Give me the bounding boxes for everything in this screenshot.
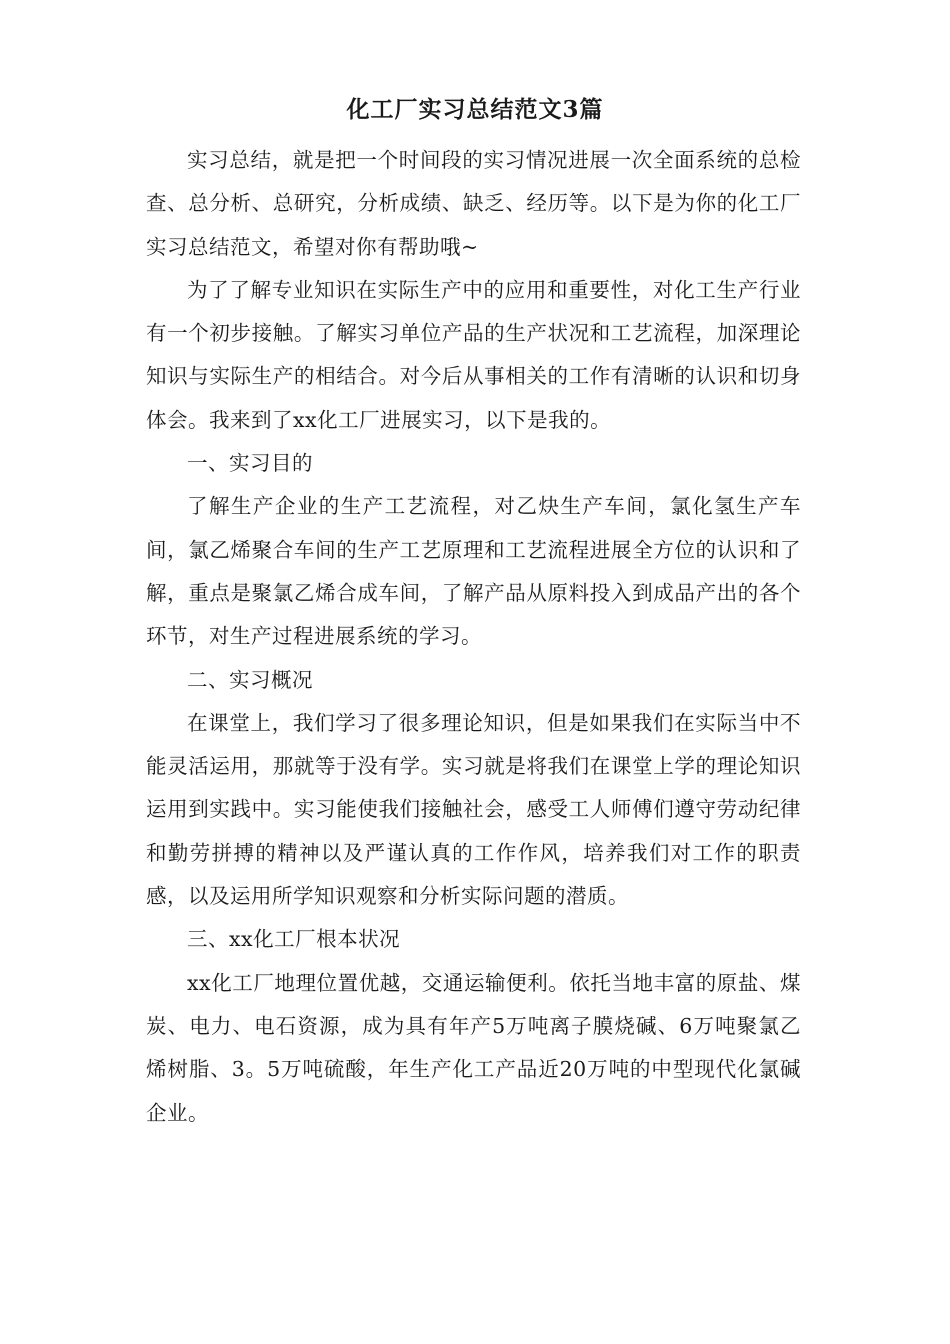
paragraph-purpose-intro: 为了了解专业知识在实际生产中的应用和重要性，对化工生产行业有一个初步接触。了解实习单位产品的生产状况和工艺流程，加深理论知识与实际生产的相结合。对今后从事相关的工作有清晰的认识和切身体会。我来到了xx化工厂进展实习，以下是我的。 bbox=[146, 277, 801, 432]
section-heading-overview: 二、实习概况 bbox=[187, 667, 313, 692]
paragraph-factory: xx化工厂地理位置优越，交通运输便利。依托当地丰富的原盐、煤炭、电力、电石资源，成为具有年产5万吨离子膜烧碱、6万吨聚氯乙烯树脂、3。5万吨硫酸，年生产化工产品近20万吨的中型现代化氯碱企业。 bbox=[146, 970, 801, 1125]
paragraph-objectives: 了解生产企业的生产工艺流程，对乙炔生产车间，氯化氢生产车间，氯乙烯聚合车间的生产工艺原理和工艺流程进展全方位的认识和了解，重点是聚氯乙烯合成车间，了解产品从原料投入到成品产出的各个环节，对生产过程进展系统的学习。 bbox=[146, 494, 801, 649]
document-body bbox=[146, 139, 801, 1135]
paragraph-overview: 在课堂上，我们学习了很多理论知识，但是如果我们在实际当中不能灵活运用，那就等于没有学。实习就是将我们在课堂上学的理论知识运用到实践中。实习能使我们接触社会，感受工人师傅们遵守劳动纪律和勤劳拼搏的精神以及严谨认真的工作作风，培养我们对工作的职责感，以及运用所学知识观察和分析实际问题的潜质。 bbox=[146, 710, 801, 909]
section-heading-objectives: 一、实习目的 bbox=[187, 451, 313, 476]
document-title: 化工厂实习总结范文3篇 bbox=[346, 96, 604, 123]
paragraph-intro: 实习总结，就是把一个时间段的实习情况进展一次全面系统的总检查、总分析、总研究，分析成绩、缺乏、经历等。以下是为你的化工厂实习总结范文，希望对你有帮助哦~ bbox=[146, 148, 801, 259]
section-heading-factory: 三、xx化工厂根本状况 bbox=[187, 927, 401, 952]
